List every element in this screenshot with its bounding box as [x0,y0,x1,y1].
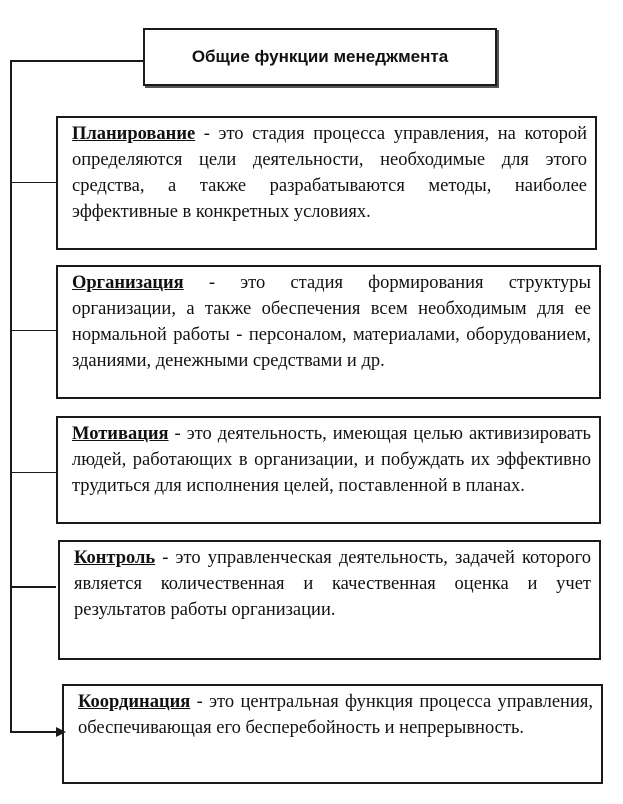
definition-motivation: - это деятельность, имеющая целью активизировать людей, работающих в организации, и побуждать их эффективно трудиться для исполнения целей, поставленной в планах. [72,424,591,496]
connector-branch-1 [10,182,56,183]
connector-spine [10,60,12,732]
function-motivation [56,416,601,524]
definition-planning: - это стадия процесса управления, на которой определяются цели деятельности, необходимые для этого средства, а также разрабатываются методы, наиболее эффективные в конкретных условиях. [72,124,587,222]
definition-control: - это управленческая деятельность, задачей которого является количественная и качественная оценка и учет результатов работы организации. [74,548,591,620]
diagram-title: Общие функции менеджмента [143,28,497,86]
term-coordination: Координация [78,692,191,712]
term-motivation: Мотивация [72,424,169,444]
connector-branch-2 [10,330,56,331]
term-organization: Организация [72,273,184,293]
function-organization [56,265,601,399]
connector-branch-3 [10,472,56,473]
term-planning: Планирование [72,124,196,144]
term-control: Контроль [74,548,156,568]
definition-organization: - это стадия формирования структуры организации, а также обеспечения всем необходимым для ее нормальной работы - персоналом, материалами, оборудованием, зданиями, денежными средствами и др. [72,273,591,371]
connector-branch-5 [10,731,58,733]
connector-title-horizontal [10,60,144,62]
function-control [58,540,601,660]
function-coordination [62,684,603,784]
function-planning [56,116,597,250]
connector-branch-4 [10,586,56,588]
definition-coordination: - это центральная функция процесса управления, обеспечивающая его бесперебойность и непрерывность. [78,692,593,738]
